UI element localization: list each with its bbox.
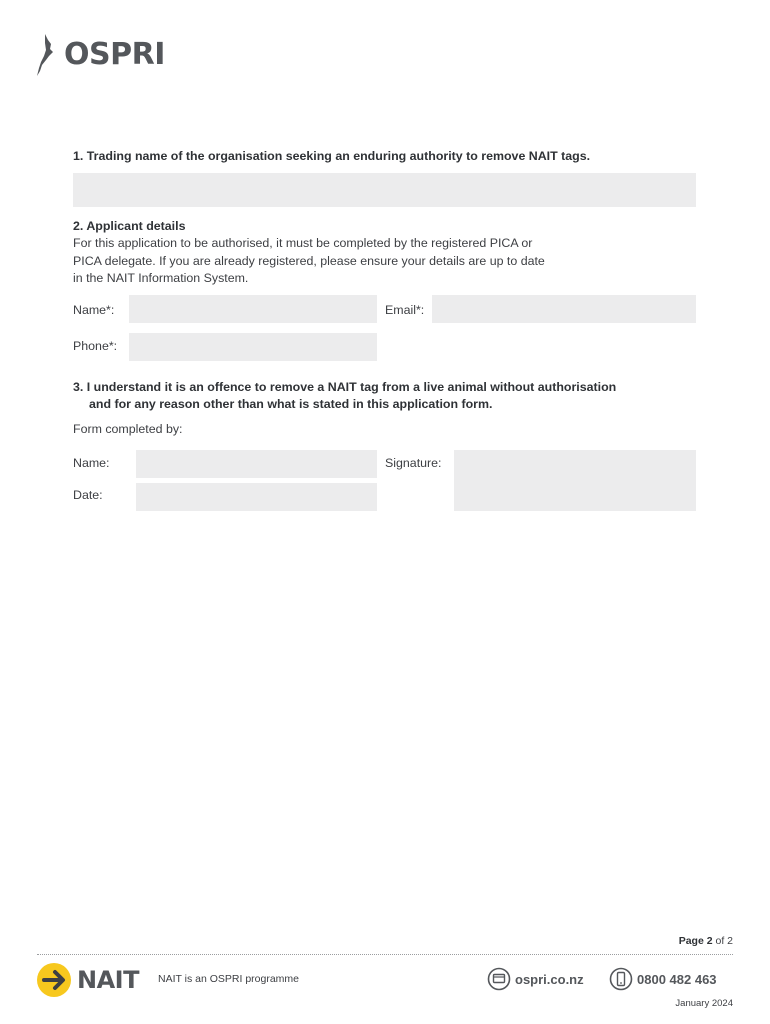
applicant-name-label: Name*: (73, 303, 115, 317)
applicant-email-input[interactable] (432, 295, 696, 323)
declarant-name-input[interactable] (136, 450, 377, 478)
description-line: For this application to be authorised, it must be completed by the registered PICA or (73, 236, 533, 250)
phone-contact[interactable] (609, 967, 717, 991)
applicant-email-label: Email*: (385, 303, 425, 317)
page-current: 2 (706, 935, 713, 947)
section3-title-line: 3. I understand it is an offence to remove a NAIT tag from a live animal without authorisation (73, 380, 617, 394)
applicant-phone-input[interactable] (129, 333, 377, 361)
website-link[interactable]: ospri.co.nz (515, 971, 584, 987)
signature-label: Signature: (385, 456, 442, 470)
section1-title: 1. Trading name of the organisation seeking an enduring authority to remove NAIT tags. (73, 149, 591, 163)
page-of: of 2 (715, 935, 733, 947)
section3-title (73, 379, 616, 413)
nait-logo (36, 962, 139, 998)
applicant-name-input[interactable] (129, 295, 377, 323)
new-zealand-icon (36, 34, 58, 76)
programme-text: NAIT is an OSPRI programme (158, 973, 300, 985)
description-line: in the NAIT Information System. (73, 271, 249, 285)
section3-title-line: and for any reason other than what is stated in this application form. (89, 397, 493, 411)
trading-name-input[interactable] (73, 173, 696, 207)
date-input[interactable] (136, 483, 377, 511)
description-line: PICA delegate. If you are already registered, please ensure your details are up to date (73, 253, 545, 268)
phone-icon (609, 967, 633, 991)
section2-description (73, 235, 545, 288)
page-prefix: Page (678, 935, 704, 947)
footer-divider (37, 954, 733, 955)
nait-logo-text: NAIT (77, 966, 139, 994)
arrow-circle-icon (36, 962, 72, 998)
signature-field[interactable] (454, 450, 696, 511)
page-indicator (679, 935, 733, 947)
form-completed-by-label: Form completed by: (73, 422, 183, 436)
publication-date: January 2024 (675, 998, 733, 1009)
phone-number[interactable]: 0800 482 463 (637, 971, 717, 987)
logo-text: OSPRI (64, 37, 165, 72)
applicant-phone-label: Phone*: (73, 339, 118, 353)
date-label: Date: (73, 488, 103, 502)
declarant-name-label: Name: (73, 456, 110, 470)
ospri-logo (36, 34, 165, 76)
web-icon (487, 967, 511, 991)
section2-title: 2. Applicant details (73, 219, 186, 233)
website-contact[interactable] (487, 967, 584, 991)
